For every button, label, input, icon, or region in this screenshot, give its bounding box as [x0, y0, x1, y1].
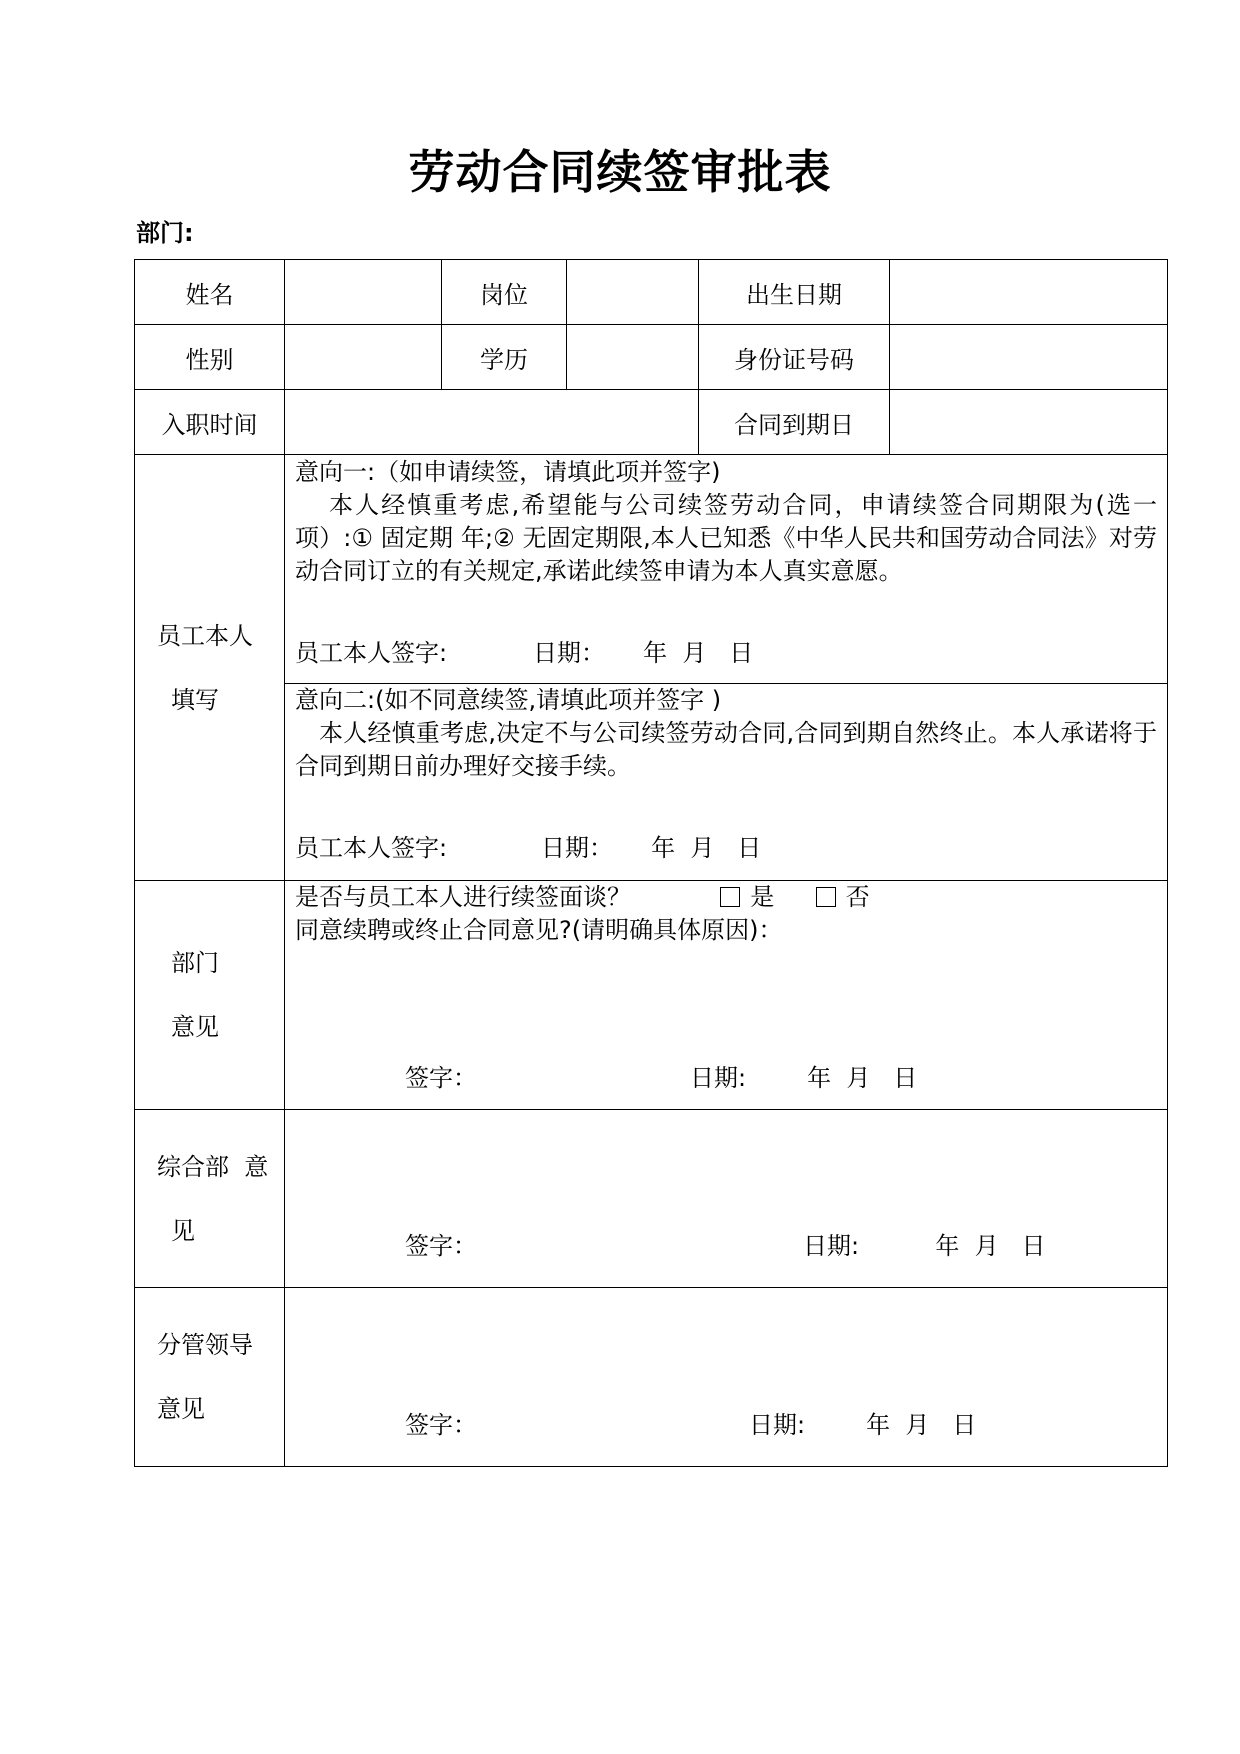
department-date: 日期: 年 月 日 [690, 1064, 918, 1092]
department-opinion-section[interactable] [285, 881, 1168, 1110]
employee-section-label [135, 455, 285, 881]
no-checkbox[interactable] [816, 887, 836, 907]
leader-opinion-line1: 分管领导 [157, 1331, 253, 1359]
name-label: 姓名 [135, 260, 285, 325]
intent-renew-section[interactable] [285, 455, 1168, 684]
intent-renew-heading: 意向一:（如申请续签，请填此项并签字) [295, 458, 721, 486]
education-label: 学历 [442, 325, 567, 390]
reason-prompt: 同意续聘或终止合同意见?(请明确具体原因)： [295, 916, 783, 944]
id-number-field[interactable] [890, 325, 1168, 390]
general-dept-section[interactable] [285, 1110, 1168, 1288]
birth-date-label: 出生日期 [699, 260, 890, 325]
gender-label: 性别 [135, 325, 285, 390]
interview-question [295, 881, 870, 914]
leader-signature: 签字： [405, 1411, 477, 1439]
yes-option-label: 是 [750, 883, 775, 911]
intent-terminate-section[interactable] [285, 684, 1168, 881]
hire-date-label: 入职时间 [135, 390, 285, 455]
department-opinion-line2: 意见 [171, 1013, 219, 1041]
approval-form-table [134, 259, 1168, 1467]
contract-expiry-field[interactable] [890, 390, 1168, 455]
intent-renew-signature: 员工本人签字: [295, 639, 448, 667]
department-label: 部门: [136, 219, 194, 247]
department-signature: 签字： [405, 1064, 477, 1092]
department-opinion-line1: 部门 [171, 949, 219, 977]
id-number-label: 身份证号码 [699, 325, 890, 390]
department-opinion-label [135, 881, 285, 1110]
intent-terminate-signature: 员工本人签字: [295, 834, 448, 862]
intent-terminate-body: 本人经慎重考虑,决定不与公司续签劳动合同,合同到期自然终止。本人承诺将于合同到期日前办理好交接手续。 [295, 719, 1157, 780]
yes-checkbox[interactable] [720, 887, 740, 907]
general-dept-signature: 签字： [405, 1232, 477, 1260]
intent-renew-date: 日期： 年 月 日 [533, 639, 754, 667]
leader-date: 日期: 年 月 日 [749, 1411, 977, 1439]
general-dept-line1: 综合部 意 [157, 1152, 269, 1181]
hire-date-field[interactable] [285, 390, 699, 455]
interview-question-text: 是否与员工本人进行续签面谈？ [295, 883, 631, 911]
employee-label-line1: 员工本人 [157, 621, 253, 650]
general-dept-line2: 见 [171, 1216, 195, 1245]
gender-field[interactable] [285, 325, 442, 390]
general-dept-date: 日期: 年 月 日 [803, 1232, 1046, 1260]
intent-terminate-date: 日期： 年 月 日 [541, 834, 762, 862]
education-field[interactable] [567, 325, 699, 390]
name-field[interactable] [285, 260, 442, 325]
post-field[interactable] [567, 260, 699, 325]
leader-opinion-section[interactable] [285, 1288, 1168, 1467]
employee-label-line2: 填写 [171, 685, 219, 714]
page-title: 劳动合同续签审批表 [408, 145, 832, 199]
contract-expiry-label: 合同到期日 [699, 390, 890, 455]
intent-terminate-heading: 意向二:(如不同意续签,请填此项并签字 ) [295, 686, 722, 714]
intent-renew-body: 本人经慎重考虑,希望能与公司续签劳动合同，申请续签合同期限为(选一项）:① 固定期 年;② 无固定期限,本人已知悉《中华人民共和国劳动合同法》对劳动合同订立的有关规定,承诺此续签申请为本人真实意愿。 [295, 491, 1157, 585]
birth-date-field[interactable] [890, 260, 1168, 325]
general-dept-label [135, 1110, 285, 1288]
leader-opinion-line2: 意见 [157, 1395, 205, 1423]
post-label: 岗位 [442, 260, 567, 325]
leader-opinion-label [135, 1288, 285, 1467]
no-option-label: 否 [845, 883, 870, 911]
